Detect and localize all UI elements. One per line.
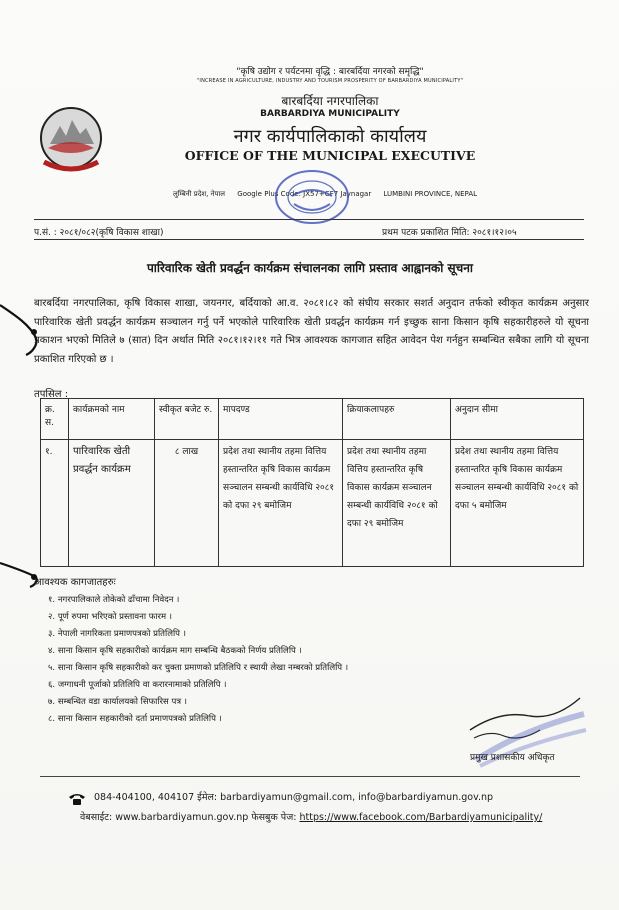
slogan-english: "INCREASE IN AGRICULTURE, INDUSTRY AND TOURISM PROSPERITY OF BARBARDIYA MUNICIPALITY" [196,78,464,84]
documents-heading: आवश्यक कागजातहरुः [34,577,116,588]
slogan: "कृषि उद्योग र पर्यटनमा वृद्धि : बारबर्दिया नगरको समृद्धि" [236,67,424,77]
reference-number: प.सं. : २०८१/०८२(कृषि विकास शाखा) [34,228,164,238]
col-header-grant-limit: अनुदान सीमा [451,399,584,440]
cell-budget: ८ लाख [155,440,219,567]
footer-divider [40,776,580,777]
col-header-sn: क्र. स. [41,399,69,440]
municipality-name-np: बारबर्दिया नगरपालिका [281,94,379,108]
col-header-budget: स्वीकृत बजेट रु. [155,399,219,440]
phone-icon [68,792,86,806]
list-item: ७. सम्बन्धित वडा कार्यालयको सिफारिस पत्र । [48,697,187,707]
meta-divider [34,239,584,240]
list-item: ८. साना किसान सहकारीको दर्ता प्रमाणपत्रको प्रतिलिपि । [48,714,222,724]
cell-criteria: प्रदेश तथा स्थानीय तहमा वित्तिय हस्तान्तरित कृषि विकास कार्यक्रम सञ्चालन सम्बन्धी कार्यविधि २०८१ को दफा २९ बमोजिम [219,440,343,567]
website-line [80,810,542,823]
cell-activities: प्रदेश तथा स्थानीय तहमा वित्तिय हस्तान्तरित कृषि विकास कार्यक्रम सञ्चालन सम्बन्धी कार्यविधि २०८१ को दफा २९ बमोजिम [343,440,451,567]
address-np: लुम्बिनी प्रदेश, नेपाल [172,190,226,198]
documents-list [48,592,468,728]
table-header-row [41,399,584,440]
details-label: तपसिल : [34,389,69,400]
col-header-activities: क्रियाकलापहरु [343,399,451,440]
published-date: प्रथम पटक प्रकाशित मिति: २०८१।१२।०५ [382,228,517,238]
list-item: २. पूर्ण रुपमा भरिएको प्रस्तावना फारम । [48,612,172,622]
address-plus-code: Google Plus Code: JX57+CF7 Jaynagar [237,190,372,198]
facebook-link[interactable]: https://www.facebook.com/Barbardiyamunicipality/ [299,812,543,823]
notice-body: बारबर्दिया नगरपालिका, कृषि विकास शाखा, जयनगर, बर्दियाको आ.व. २०८१।८२ को संघीय सरकार सशर्त अनुदान तर्फको स्वीकृत कार्यक्रम अनुसार पारिवारिक खेती प्रवर्द्धन कार्यक्रम सञ्चालन गर्नु पर्ने भएकोले पारिवारिक खेती प्रवर्द्धन कार्यक्रम गर्न इच्छुक साना किसान कृषि सहकारीहरुले यो सूचना प्रकाशन भएको मितिले ७ (सात) दिन अर्थात मिति २०८१।१२।११ गते भित्र आवश्यक कागजात सहित आवेदन पेश गर्नहुन सम्बन्धित सबैका लागि यो सूचना प्रकाशित गरिएको छ । [34,298,589,365]
col-header-program-name: कार्यक्रमको नाम [69,399,155,440]
address-en: LUMBINI PROVINCE, NEPAL [383,190,478,198]
contact-line: 084-404100, 404107 ईमेल: barbardiyamun@gmail.com, info@barbardiyamun.gov.np [94,792,494,803]
table-row [41,440,584,567]
list-item: ३. नेपाली नागरिकता प्रमाणपत्रको प्रतिलिपि । [48,629,186,639]
office-name-en: OFFICE OF THE MUNICIPAL EXECUTIVE [184,148,476,163]
col-header-criteria: मापदण्ड [219,399,343,440]
website-text: वेबसाईट: www.barbardiyamun.gov.np फेसबुक पेज: [80,812,297,823]
signatory-title: प्रमुख प्रशासकीय अधिकृत [470,753,555,763]
list-item: ४. साना किसान कृषि सहकारीको कार्यक्रम माग सम्बन्धि बैठकको निर्णय प्रतिलिपि । [48,646,302,656]
cell-sn: १. [41,440,69,567]
municipality-name-en: BARBARDIYA MUNICIPALITY [260,109,400,119]
cell-program-name: पारिवारिक खेती प्रवर्द्धन कार्यक्रम [69,440,155,567]
list-item: ५. साना किसान कृषि सहकारीको कर चुक्ता प्रमाणको प्रतिलिपि र स्थायी लेखा नम्बरको प्रतिलिपि । [48,663,349,673]
cell-grant-limit: प्रदेश तथा स्थानीय तहमा वित्तिय हस्तान्तरित कृषि विकास कार्यक्रम सञ्चालन सम्बन्धी कार्यविधि २०८१ को दफा ५ बमोजिम [451,440,584,567]
list-item: ६. जग्गाधनी पूर्जाको प्रतिलिपि वा करारनामाको प्रतिलिपि । [48,680,227,690]
notice-title: पारिवारिक खेती प्रवर्द्धन कार्यक्रम संचालनका लागि प्रस्ताव आह्वानको सूचना [146,261,474,275]
office-name-np: नगर कार्यपालिकाको कार्यालय [233,126,427,147]
list-item: १. नगरपालिकाले तोकेको ढाँचामा निवेदन । [48,595,180,605]
official-stamp-icon [262,162,362,232]
program-table [40,398,584,567]
header-divider [34,219,584,220]
government-emblem-icon [36,100,106,184]
